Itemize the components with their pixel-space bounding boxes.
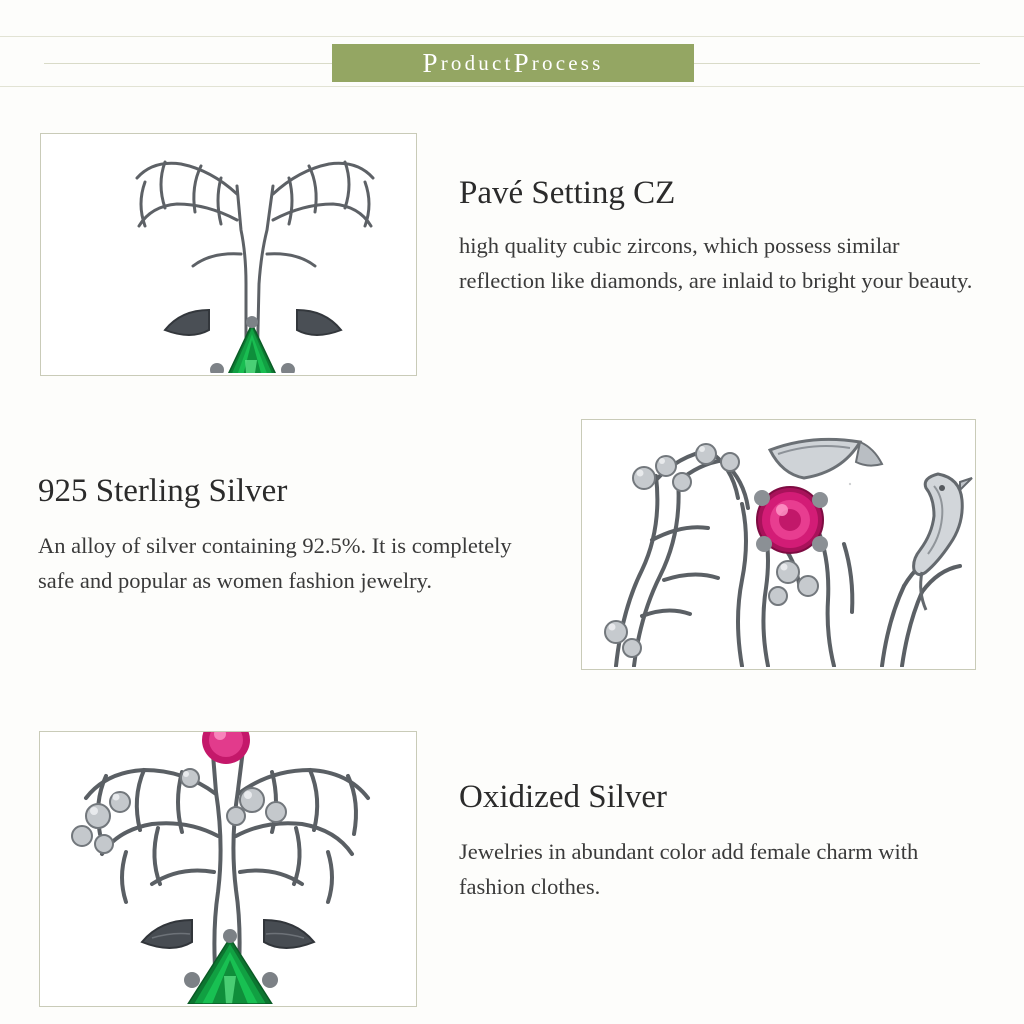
header-left-rule bbox=[44, 63, 332, 64]
page-title-initial: P bbox=[422, 47, 441, 78]
page-title-word1: roduct bbox=[440, 50, 514, 75]
section-title-925-sterling-silver: 925 Sterling Silver bbox=[38, 473, 288, 509]
section-title-oxidized-silver: Oxidized Silver bbox=[459, 779, 668, 815]
section-body-925-sterling-silver: An alloy of silver containing 92.5%. It is completely safe and popular as women fashion jewelry. bbox=[38, 533, 512, 593]
section-body-pave-setting-cz: high quality cubic zircons, which possess similar reflection like diamonds, are inlaid to bright your beauty. bbox=[459, 233, 973, 293]
header-bottom-rule bbox=[0, 86, 1024, 87]
image-silver-branch-bird-ring-pink-gem bbox=[581, 419, 976, 670]
page-title bbox=[332, 44, 694, 82]
page-title-word2-initial: P bbox=[513, 47, 532, 78]
header-right-rule bbox=[694, 63, 980, 64]
page-title-word2: rocess bbox=[531, 50, 604, 75]
section-title-pave-setting-cz: Pavé Setting CZ bbox=[459, 175, 676, 211]
header-top-rule bbox=[0, 36, 1024, 37]
image-deer-antler-pendant-green-gem-closeup bbox=[40, 133, 417, 376]
image-oxidized-silver-antler-pendant-green-gem bbox=[39, 731, 417, 1007]
section-body-oxidized-silver: Jewelries in abundant color add female charm with fashion clothes. bbox=[459, 839, 919, 899]
